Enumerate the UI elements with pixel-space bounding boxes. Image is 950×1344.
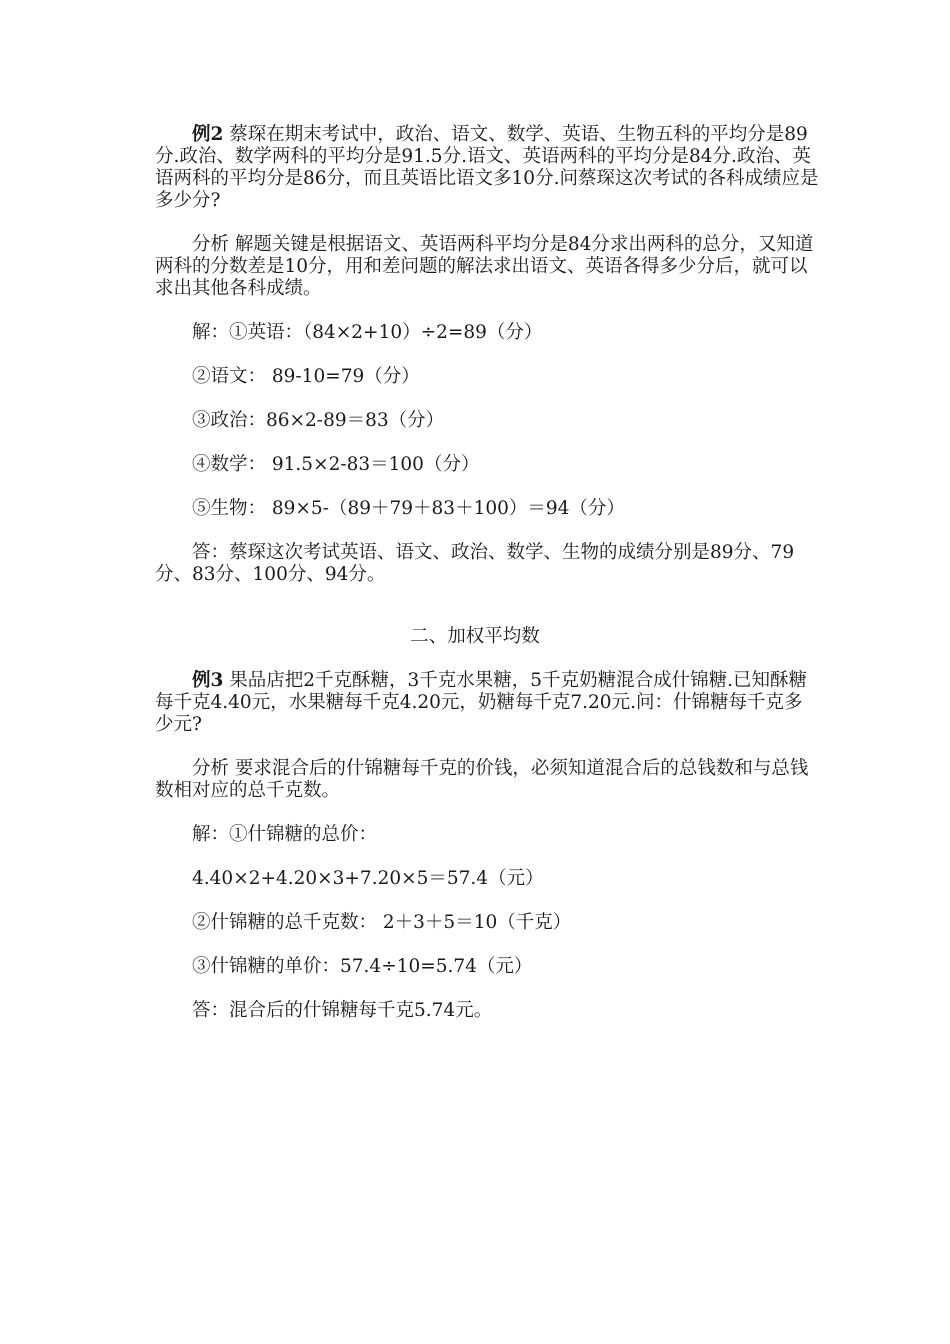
example-2-step-2: ②语文： 89-10=79（分） [192, 366, 420, 387]
example-2-analysis: 分析 解题关键是根据语文、英语两科平均分是84分求出两科的总分，又知道两科的分数差是10分，用和差问题的解法求出语文、英语各得多少分后，就可以求出其他各科成绩。 [155, 234, 814, 299]
section-heading: 二、加权平均数 [410, 626, 540, 647]
example-2-step-5: ⑤生物： 89×5-（89＋79＋83＋100）＝94（分） [192, 498, 625, 519]
example-3-problem [155, 670, 820, 736]
example-2-label: 例2 [192, 124, 224, 145]
example-3-step-2: 4.40×2+4.20×3+7.20×5＝57.4（元） [192, 868, 544, 889]
example-2-answer: 答：蔡琛这次考试英语、语文、政治、数学、生物的成绩分别是89分、79分、83分、100分、94分。 [155, 542, 795, 585]
example-3-label: 例3 [192, 670, 224, 691]
example-3-step-1: 解：①什锦糖的总价： [192, 824, 378, 845]
example-3-problem-text: 果品店把2千克酥糖，3千克水果糖，5千克奶糖混合成什锦糖.已知酥糖每千克4.40元，水果糖每千克4.20元，奶糖每千克7.20元.问：什锦糖每千克多少元? [155, 670, 807, 735]
example-2-problem-text: 蔡琛在期末考试中，政治、语文、数学、英语、生物五科的平均分是89分.政治、数学两科的平均分是91.5分.语文、英语两科的平均分是84分.政治、英语两科的平均分是86分，而且英语比语文多10分.问蔡琛这次考试的各科成绩应是多少分? [155, 124, 819, 211]
example-2-problem [155, 124, 820, 212]
example-3-step-4: ③什锦糖的单价：57.4÷10=5.74（元） [192, 956, 533, 977]
example-2-step-1: 解：①英语：（84×2+10）÷2=89（分） [192, 322, 543, 343]
example-3-step-3: ②什锦糖的总千克数： 2＋3＋5＝10（千克） [192, 912, 572, 933]
example-3-analysis: 分析 要求混合后的什锦糖每千克的价钱，必须知道混合后的总钱数和与总钱数相对应的总千克数。 [155, 758, 809, 801]
example-2-step-3: ③政治：86×2-89＝83（分） [192, 410, 445, 431]
example-3-answer: 答：混合后的什锦糖每千克5.74元。 [192, 1000, 493, 1021]
example-2-step-4: ④数学： 91.5×2-83＝100（分） [192, 454, 480, 475]
